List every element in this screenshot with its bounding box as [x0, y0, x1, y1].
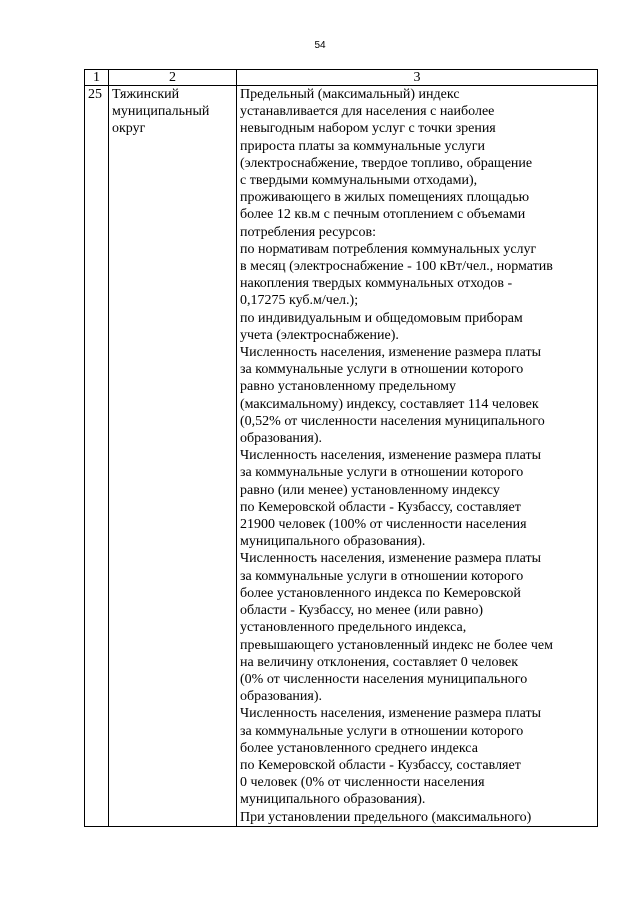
description-line: области - Кузбассу, но менее (или равно)	[240, 603, 484, 619]
description-line: равно установленному предельному	[240, 379, 457, 395]
municipality-name-line: округ	[112, 121, 146, 137]
description-line: по Кемеровской области - Кузбассу, составляет	[240, 757, 521, 773]
description-line: с твердыми коммунальными отходами),	[240, 173, 478, 189]
description-line: образования).	[240, 689, 323, 705]
description-line: более установленного среднего индекса	[240, 740, 478, 756]
description-line: 21900 человек (100% от численности населения	[240, 517, 527, 533]
description-line: за коммунальные услуги в отношении которого	[240, 568, 524, 584]
description-line: прироста платы за коммунальные услуги	[240, 138, 485, 154]
description-line: превышающего установленный индекс не более чем	[240, 637, 553, 653]
description-line: установленного предельного индекса,	[240, 620, 467, 636]
description-line: Численность населения, изменение размера платы	[240, 345, 541, 361]
description-line: по Кемеровской области - Кузбассу, составляет	[240, 499, 521, 515]
description-line: 0 человек (0% от численности населения	[240, 775, 485, 791]
description-line: невыгодным набором услуг с точки зрения	[240, 121, 496, 137]
description-line: Предельный (максимальный) индекс	[240, 87, 460, 102]
tariff-index-table	[84, 69, 598, 827]
description-line: (максимальному) индексу, составляет 114 человек	[240, 396, 539, 412]
description-line: по индивидуальным и общедомовым приборам	[240, 310, 523, 326]
description-line: муниципального образования).	[240, 534, 426, 550]
description-line: за коммунальные услуги в отношении которого	[240, 362, 524, 378]
description-line: Численность населения, изменение размера платы	[240, 448, 541, 464]
description-line: за коммунальные услуги в отношении которого	[240, 465, 524, 481]
description-line: Численность населения, изменение размера платы	[240, 706, 541, 722]
description-line: потребления ресурсов:	[240, 224, 377, 240]
description-line: более установленного индекса по Кемеровской	[240, 585, 521, 601]
row-number: 25	[85, 86, 109, 827]
municipality-name-line: Тяжинский	[112, 87, 180, 102]
description-line: равно (или менее) установленному индексу	[240, 482, 500, 498]
description-line: более 12 кв.м с печным отоплением с объемами	[240, 207, 526, 223]
description-line: учета (электроснабжение).	[240, 327, 399, 343]
description-line: 0,17275 куб.м/чел.);	[240, 293, 359, 309]
description-line: по нормативам потребления коммунальных услуг	[240, 241, 537, 257]
header-col-3: 3	[237, 70, 598, 86]
description-line: (0% от численности населения муниципального	[240, 671, 528, 687]
description-line: (электроснабжение, твердое топливо, обращение	[240, 155, 533, 171]
description-line: на величину отклонения, составляет 0 человек	[240, 654, 519, 670]
municipality-name-line: муниципальный	[112, 104, 210, 120]
index-description	[237, 86, 598, 827]
description-line: проживающего в жилых помещениях площадью	[240, 190, 530, 206]
page-number: 54	[314, 40, 326, 51]
description-line: Численность населения, изменение размера платы	[240, 551, 541, 567]
header-col-2: 2	[109, 70, 237, 86]
description-line: устанавливается для населения с наиболее	[240, 104, 495, 120]
table-header-row	[85, 70, 598, 86]
description-line: за коммунальные услуги в отношении которого	[240, 723, 524, 739]
municipality-name	[109, 86, 237, 827]
description-line: При установлении предельного (максимального)	[240, 809, 532, 825]
table-row	[85, 86, 598, 827]
description-line: образования).	[240, 431, 323, 447]
header-col-1: 1	[85, 70, 109, 86]
description-line: муниципального образования).	[240, 792, 426, 808]
description-line: накопления твердых коммунальных отходов -	[240, 276, 513, 292]
description-line: (0,52% от численности населения муниципального	[240, 413, 545, 429]
description-line: в месяц (электроснабжение - 100 кВт/чел., норматив	[240, 259, 553, 275]
